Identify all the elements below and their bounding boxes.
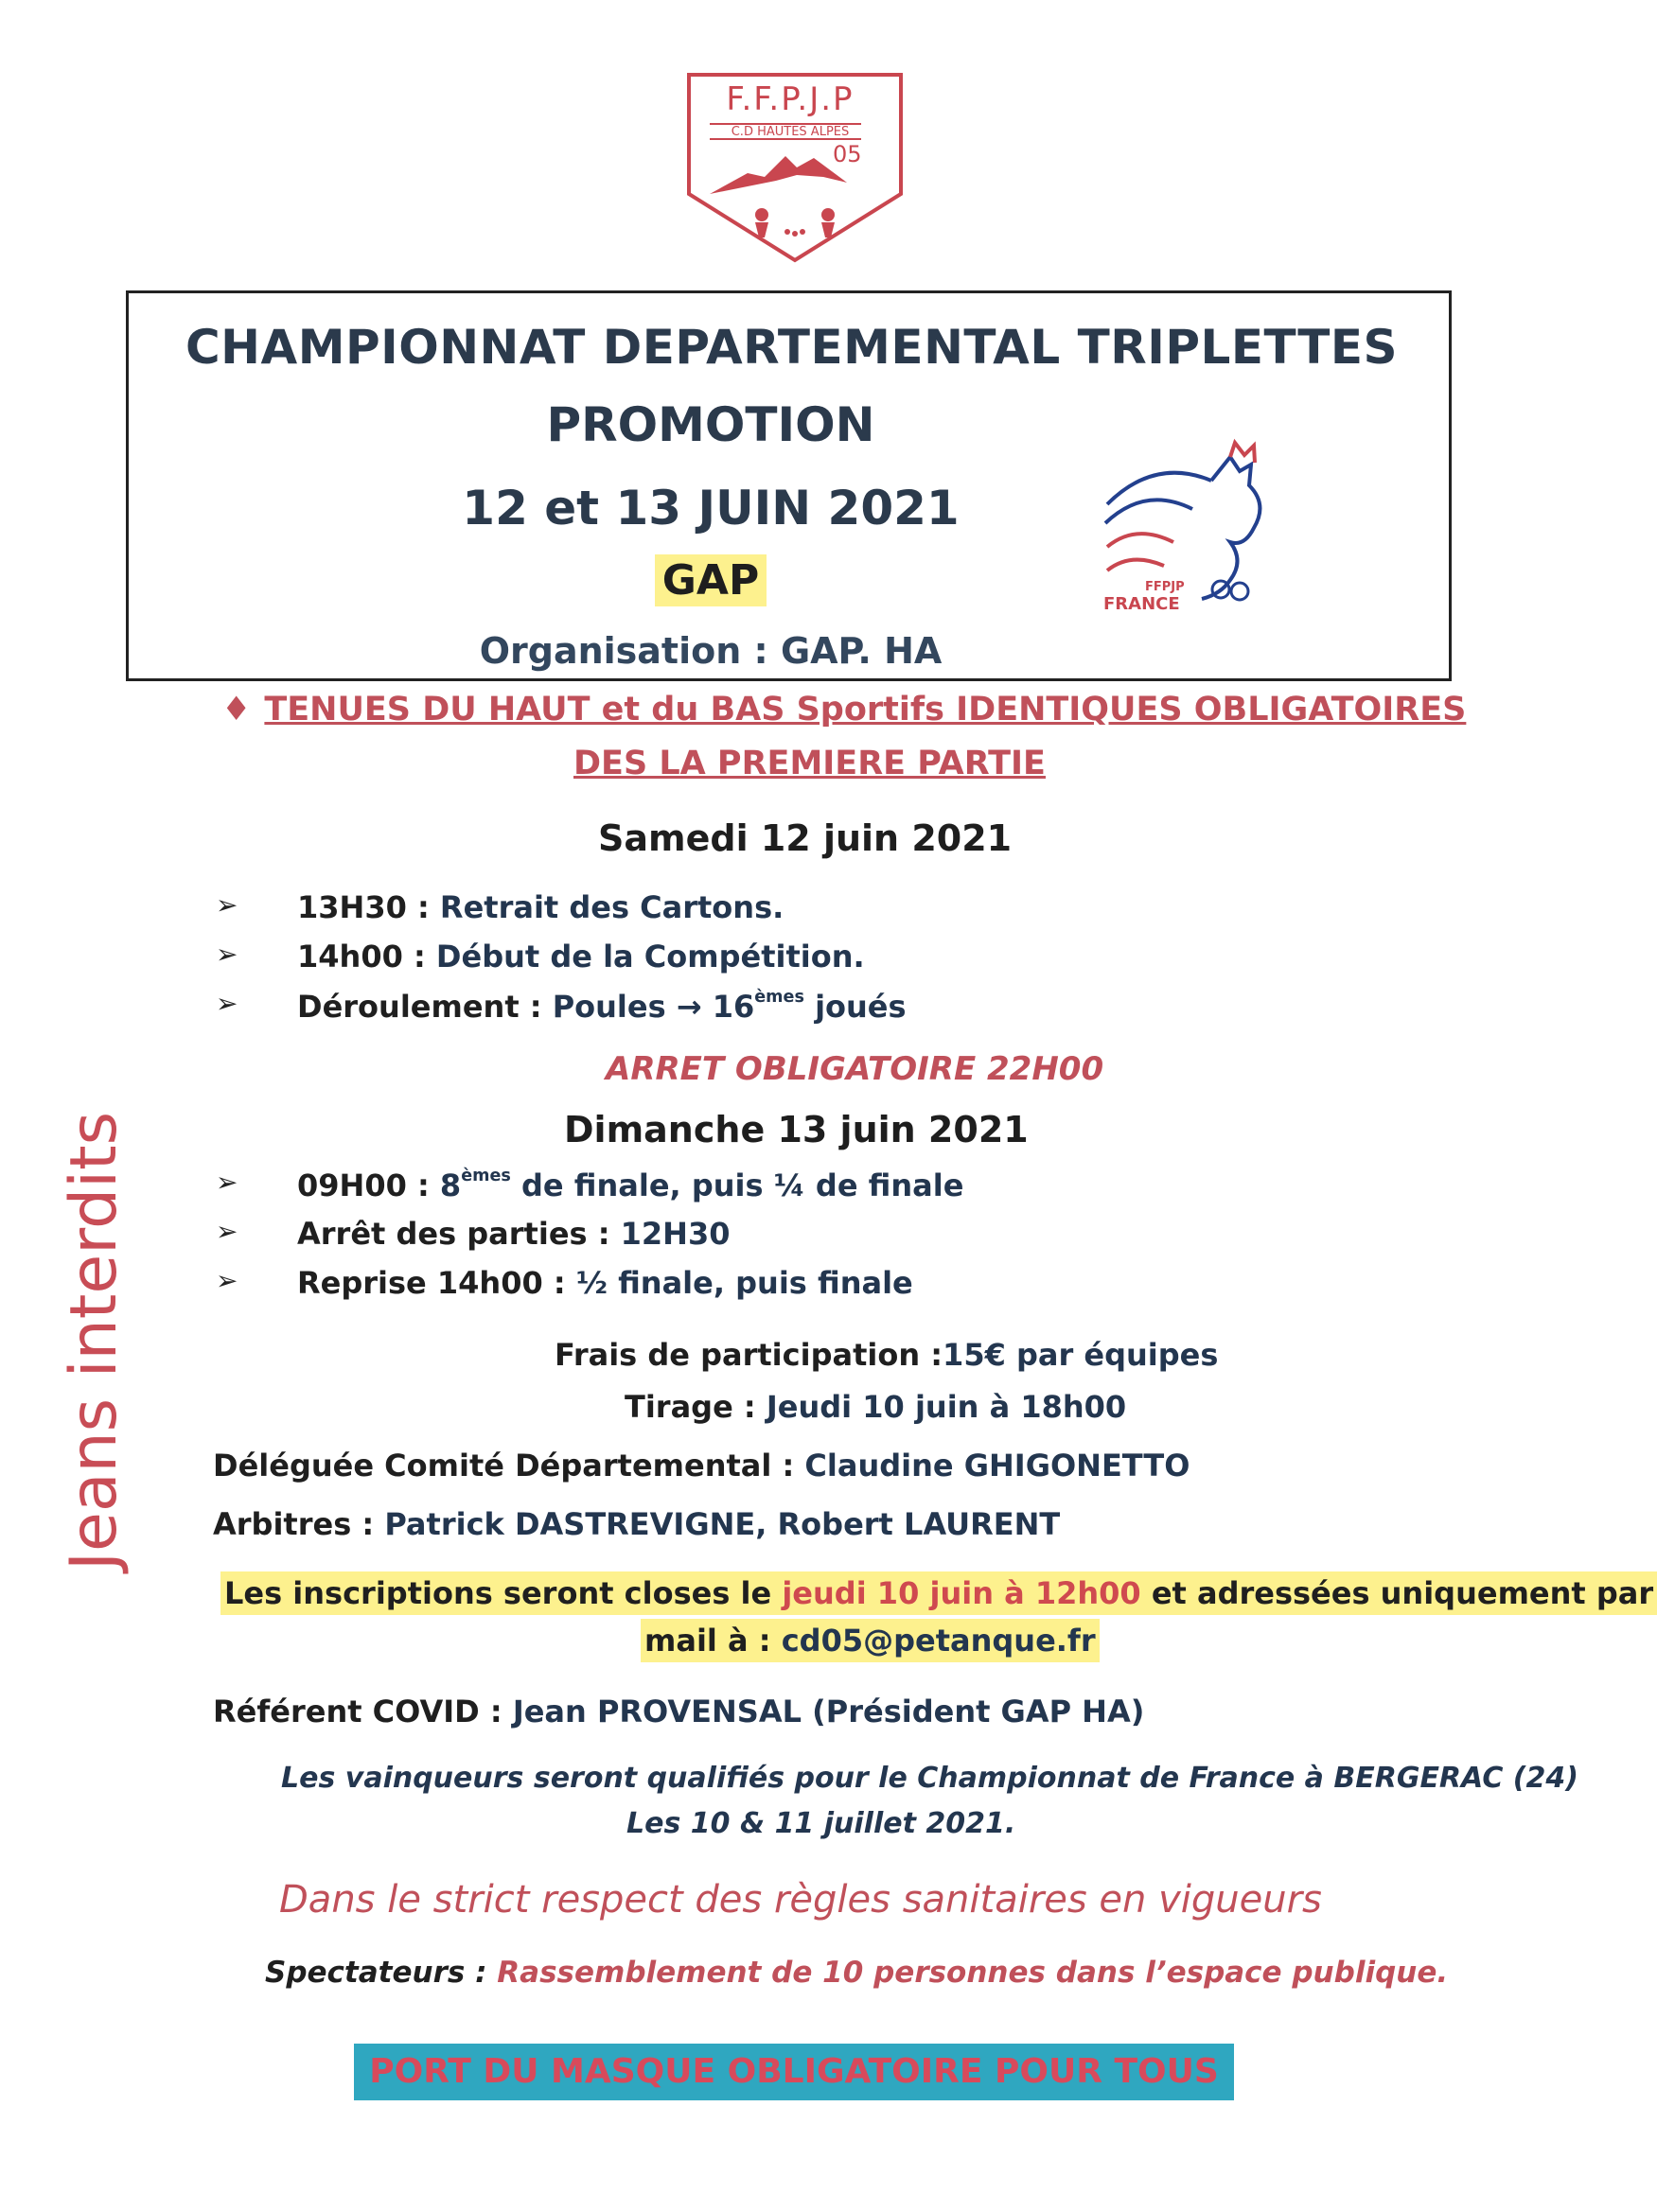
referees-label: Arbitres : (213, 1506, 385, 1542)
item-value-b: 16 (701, 988, 755, 1025)
ffpjp-logo-label: FFPJP (1145, 580, 1185, 594)
arrow-bullet-icon: ➢ (216, 1167, 238, 1198)
spectators-label: Spectateurs : (265, 1956, 498, 1990)
diamond-icon: ♦ (221, 691, 252, 729)
referees-line (213, 1506, 1060, 1542)
item-label: Arrêt des parties : (297, 1216, 621, 1252)
sanitary-notice: Dans le strict respect des règles sanitaires en vigueurs (279, 1878, 1322, 1922)
registration-line-1 (220, 1575, 1657, 1611)
fees-label: Frais de participation : (555, 1337, 943, 1373)
registration-part-2: et adressées uniquement par (1140, 1575, 1654, 1611)
delegate-line (213, 1448, 1190, 1483)
title-dates: 12 et 13 JUIN 2021 (462, 481, 960, 535)
sunday-title: Dimanche 13 juin 2021 (564, 1109, 1029, 1150)
item-value-a: 8 (439, 1167, 462, 1203)
ffpjp-cd05-logo (681, 71, 908, 265)
draw-line (625, 1389, 1126, 1425)
registration-part-1: Les inscriptions seront closes le (224, 1575, 783, 1611)
item-sup: èmes (461, 1167, 511, 1185)
fees-line (555, 1337, 1218, 1373)
fees-value: 15€ par équipes (943, 1337, 1219, 1373)
logo-subtitle: C.D HAUTES ALPES (731, 125, 850, 139)
mask-banner: PORT DU MASQUE OBLIGATOIRE POUR TOUS (354, 2044, 1234, 2100)
logo-title: F.F.P.J.P (726, 80, 855, 118)
mail-label: mail à : (644, 1623, 782, 1659)
ffpjp-france-logo (1088, 438, 1278, 627)
draw-label: Tirage : (625, 1389, 767, 1425)
arrow-bullet-icon: ➢ (216, 889, 238, 921)
france-logo-label: FRANCE (1103, 594, 1180, 614)
delegate-label: Déléguée Comité Départemental : (213, 1448, 805, 1483)
arrow-bullet-icon: ➢ (216, 988, 238, 1019)
organisation-line (129, 630, 1293, 672)
item-value-a: Poules (552, 988, 677, 1025)
referees-value: Patrick DASTREVIGNE, Robert LAURENT (384, 1506, 1061, 1542)
registration-line-2 (641, 1623, 1100, 1659)
draw-value: Jeudi 10 juin à 18h00 (766, 1389, 1127, 1425)
dress-code-line-2: DES LA PREMIERE PARTIE (573, 745, 1046, 782)
item-label: 14h00 : (297, 939, 436, 974)
right-arrow-icon: → (676, 988, 702, 1025)
covid-line (213, 1694, 1144, 1729)
item-value: 12H30 (620, 1216, 731, 1252)
item-label: Déroulement : (297, 988, 553, 1025)
item-label: 09H00 : (297, 1167, 440, 1203)
arrow-bullet-icon: ➢ (216, 1265, 238, 1296)
covid-label: Référent COVID : (213, 1694, 513, 1729)
item-label: 13H30 : (297, 889, 440, 925)
title-line-2: PROMOTION (546, 397, 875, 452)
organisation-label: Organisation : (479, 630, 781, 672)
spectators-value: Rassemblement de 10 personnes dans l’espace publique. (497, 1956, 1449, 1990)
arrow-bullet-icon: ➢ (216, 939, 238, 970)
dress-code-warning (221, 691, 1466, 729)
covid-value: Jean PROVENSAL (Président GAP HA) (512, 1694, 1145, 1729)
saturday-title: Samedi 12 juin 2021 (598, 817, 1013, 859)
spectators-line (265, 1956, 1448, 1990)
qualification-line-1: Les vainqueurs seront qualifiés pour le Championnat de France à BERGERAC (24) (281, 1762, 1578, 1795)
title-line-1: CHAMPIONNAT DEPARTEMENTAL TRIPLETTES (185, 320, 1399, 375)
dress-code-line-1: TENUES DU HAUT et du BAS Sportifs IDENTIQUES OBLIGATOIRES (264, 691, 1467, 729)
arrow-bullet-icon: ➢ (216, 1216, 238, 1247)
qualification-line-2: Les 10 & 11 juillet 2021. (626, 1807, 1016, 1840)
jeans-forbidden-side-text: Jeans interdits (57, 1111, 132, 1571)
delegate-value: Claudine GHIGONETTO (804, 1448, 1190, 1483)
item-value-b: de finale, puis ¼ de finale (510, 1167, 964, 1203)
mandatory-stop: ARRET OBLIGATOIRE 22H00 (606, 1050, 1104, 1088)
organisation-value: GAP. HA (780, 630, 943, 672)
item-label: Reprise 14h00 : (297, 1265, 576, 1301)
item-value: Retrait des Cartons. (439, 889, 784, 925)
logo-number: 05 (833, 141, 862, 167)
mail-address[interactable]: cd05@petanque.fr (781, 1623, 1096, 1659)
item-sup: èmes (754, 988, 804, 1007)
item-value-c: joués (803, 988, 907, 1025)
item-value: Début de la Compétition. (435, 939, 865, 974)
registration-deadline: jeudi 10 juin à 12h00 (782, 1575, 1141, 1611)
city-highlight: GAP (655, 554, 767, 606)
item-value: ½ finale, puis finale (575, 1265, 913, 1301)
